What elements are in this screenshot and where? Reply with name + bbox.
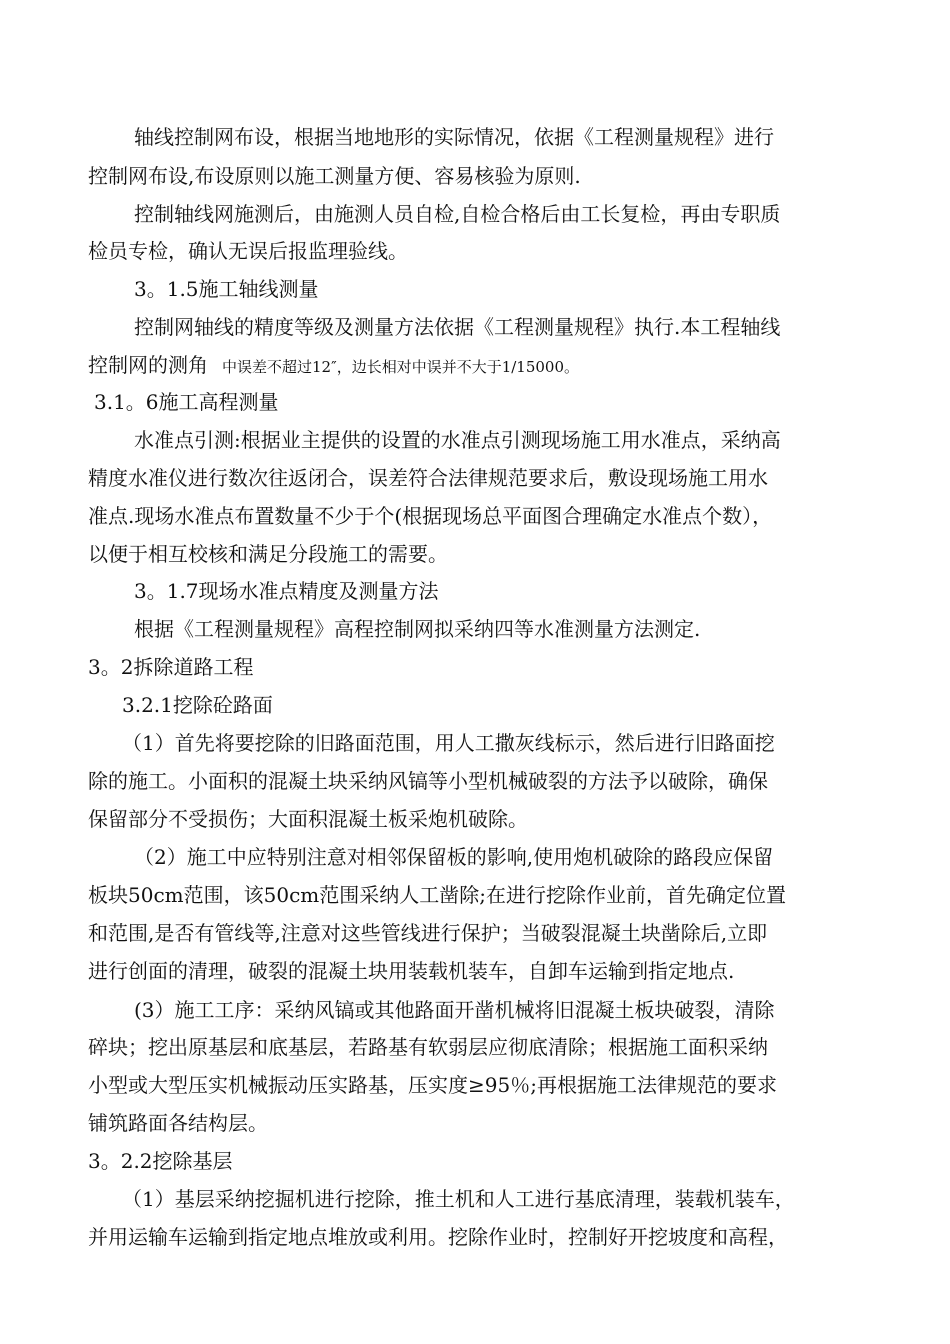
text-line: 保留部分不受损伤；大面积混凝土板采炮机破除。 (88, 807, 528, 831)
text-line: 除的施工。小面积的混凝土块采纳风镐等小型机械破裂的方法予以破除，确保 (88, 769, 768, 793)
text-line: 轴线控制网布设，根据当地地形的实际情况，依据《工程测量规程》进行 (134, 125, 774, 149)
text-line: 进行创面的清理，破裂的混凝土块用装载机装车，自卸车运输到指定地点. (88, 959, 735, 983)
text-line: 小型或大型压实机械振动压实路基，压实度≥95％;再根据施工法律规范的要求 (88, 1073, 777, 1097)
text-line: (3）施工工序：采纳风镐或其他路面开凿机械将旧混凝土板块破裂，清除 (134, 998, 775, 1022)
section-heading: 3.1。6施工高程测量 (94, 390, 279, 414)
section-heading: 3。1.5施工轴线测量 (134, 277, 319, 301)
text-line: 以便于相互校核和满足分段施工的需要。 (88, 542, 448, 566)
text-line: 水准点引测:根据业主提供的设置的水准点引测现场施工用水准点，采纳高 (134, 428, 781, 452)
text-line: 控制网轴线的精度等级及测量方法依据《工程测量规程》执行.本工程轴线 (134, 315, 781, 339)
text-line: 和范围,是否有管线等,注意对这些管线进行保护；当破裂混凝土块凿除后,立即 (88, 921, 768, 945)
text-line: （1）基层采纳挖掘机进行挖除，推土机和人工进行基底清理，装载机装车， (122, 1187, 795, 1211)
text-line: 控制网的测角 (88, 353, 208, 377)
text-line: 根据《工程测量规程》高程控制网拟采纳四等水准测量方法测定. (134, 617, 701, 641)
text-line: 铺筑路面各结构层。 (88, 1111, 268, 1135)
section-heading: 3。2.2挖除基层 (88, 1149, 233, 1173)
section-heading: 3。2拆除道路工程 (88, 655, 254, 679)
section-heading: 3.2.1挖除砼路面 (122, 693, 273, 717)
text-line: 精度水准仪进行数次往返闭合，误差符合法律规范要求后，敷设现场施工用水 (88, 466, 768, 490)
text-line: 碎块；挖出原基层和底基层，若路基有软弱层应彻底清除；根据施工面积采纳 (88, 1035, 768, 1059)
text-line: 检员专检，确认无误后报监理验线。 (88, 239, 408, 263)
section-heading: 3。1.7现场水准点精度及测量方法 (134, 579, 439, 603)
text-line: 板块50cm范围，该50cm范围采纳人工凿除;在进行挖除作业前，首先确定位置 (88, 883, 786, 907)
text-line: 并用运输车运输到指定地点堆放或利用。挖除作业时，控制好开挖坡度和高程， (88, 1225, 788, 1249)
text-line: （1）首先将要挖除的旧路面范围，用人工撒灰线标示，然后进行旧路面挖 (122, 731, 775, 755)
text-line: （2）施工中应特别注意对相邻保留板的影响,使用炮机破除的路段应保留 (134, 845, 774, 869)
text-line: 准点.现场水准点布置数量不少于个(根据现场总平面图合理确定水准点个数）， (88, 504, 773, 528)
text-line: 控制轴线网施测后，由施测人员自检,自检合格后由工长复检，再由专职质 (134, 202, 781, 226)
text-line-small: 中误差不超过12″，边长相对中误并不大于1/15000。 (222, 358, 580, 376)
text-line: 控制网布设,布设原则以施工测量方便、容易核验为原则. (88, 164, 581, 188)
